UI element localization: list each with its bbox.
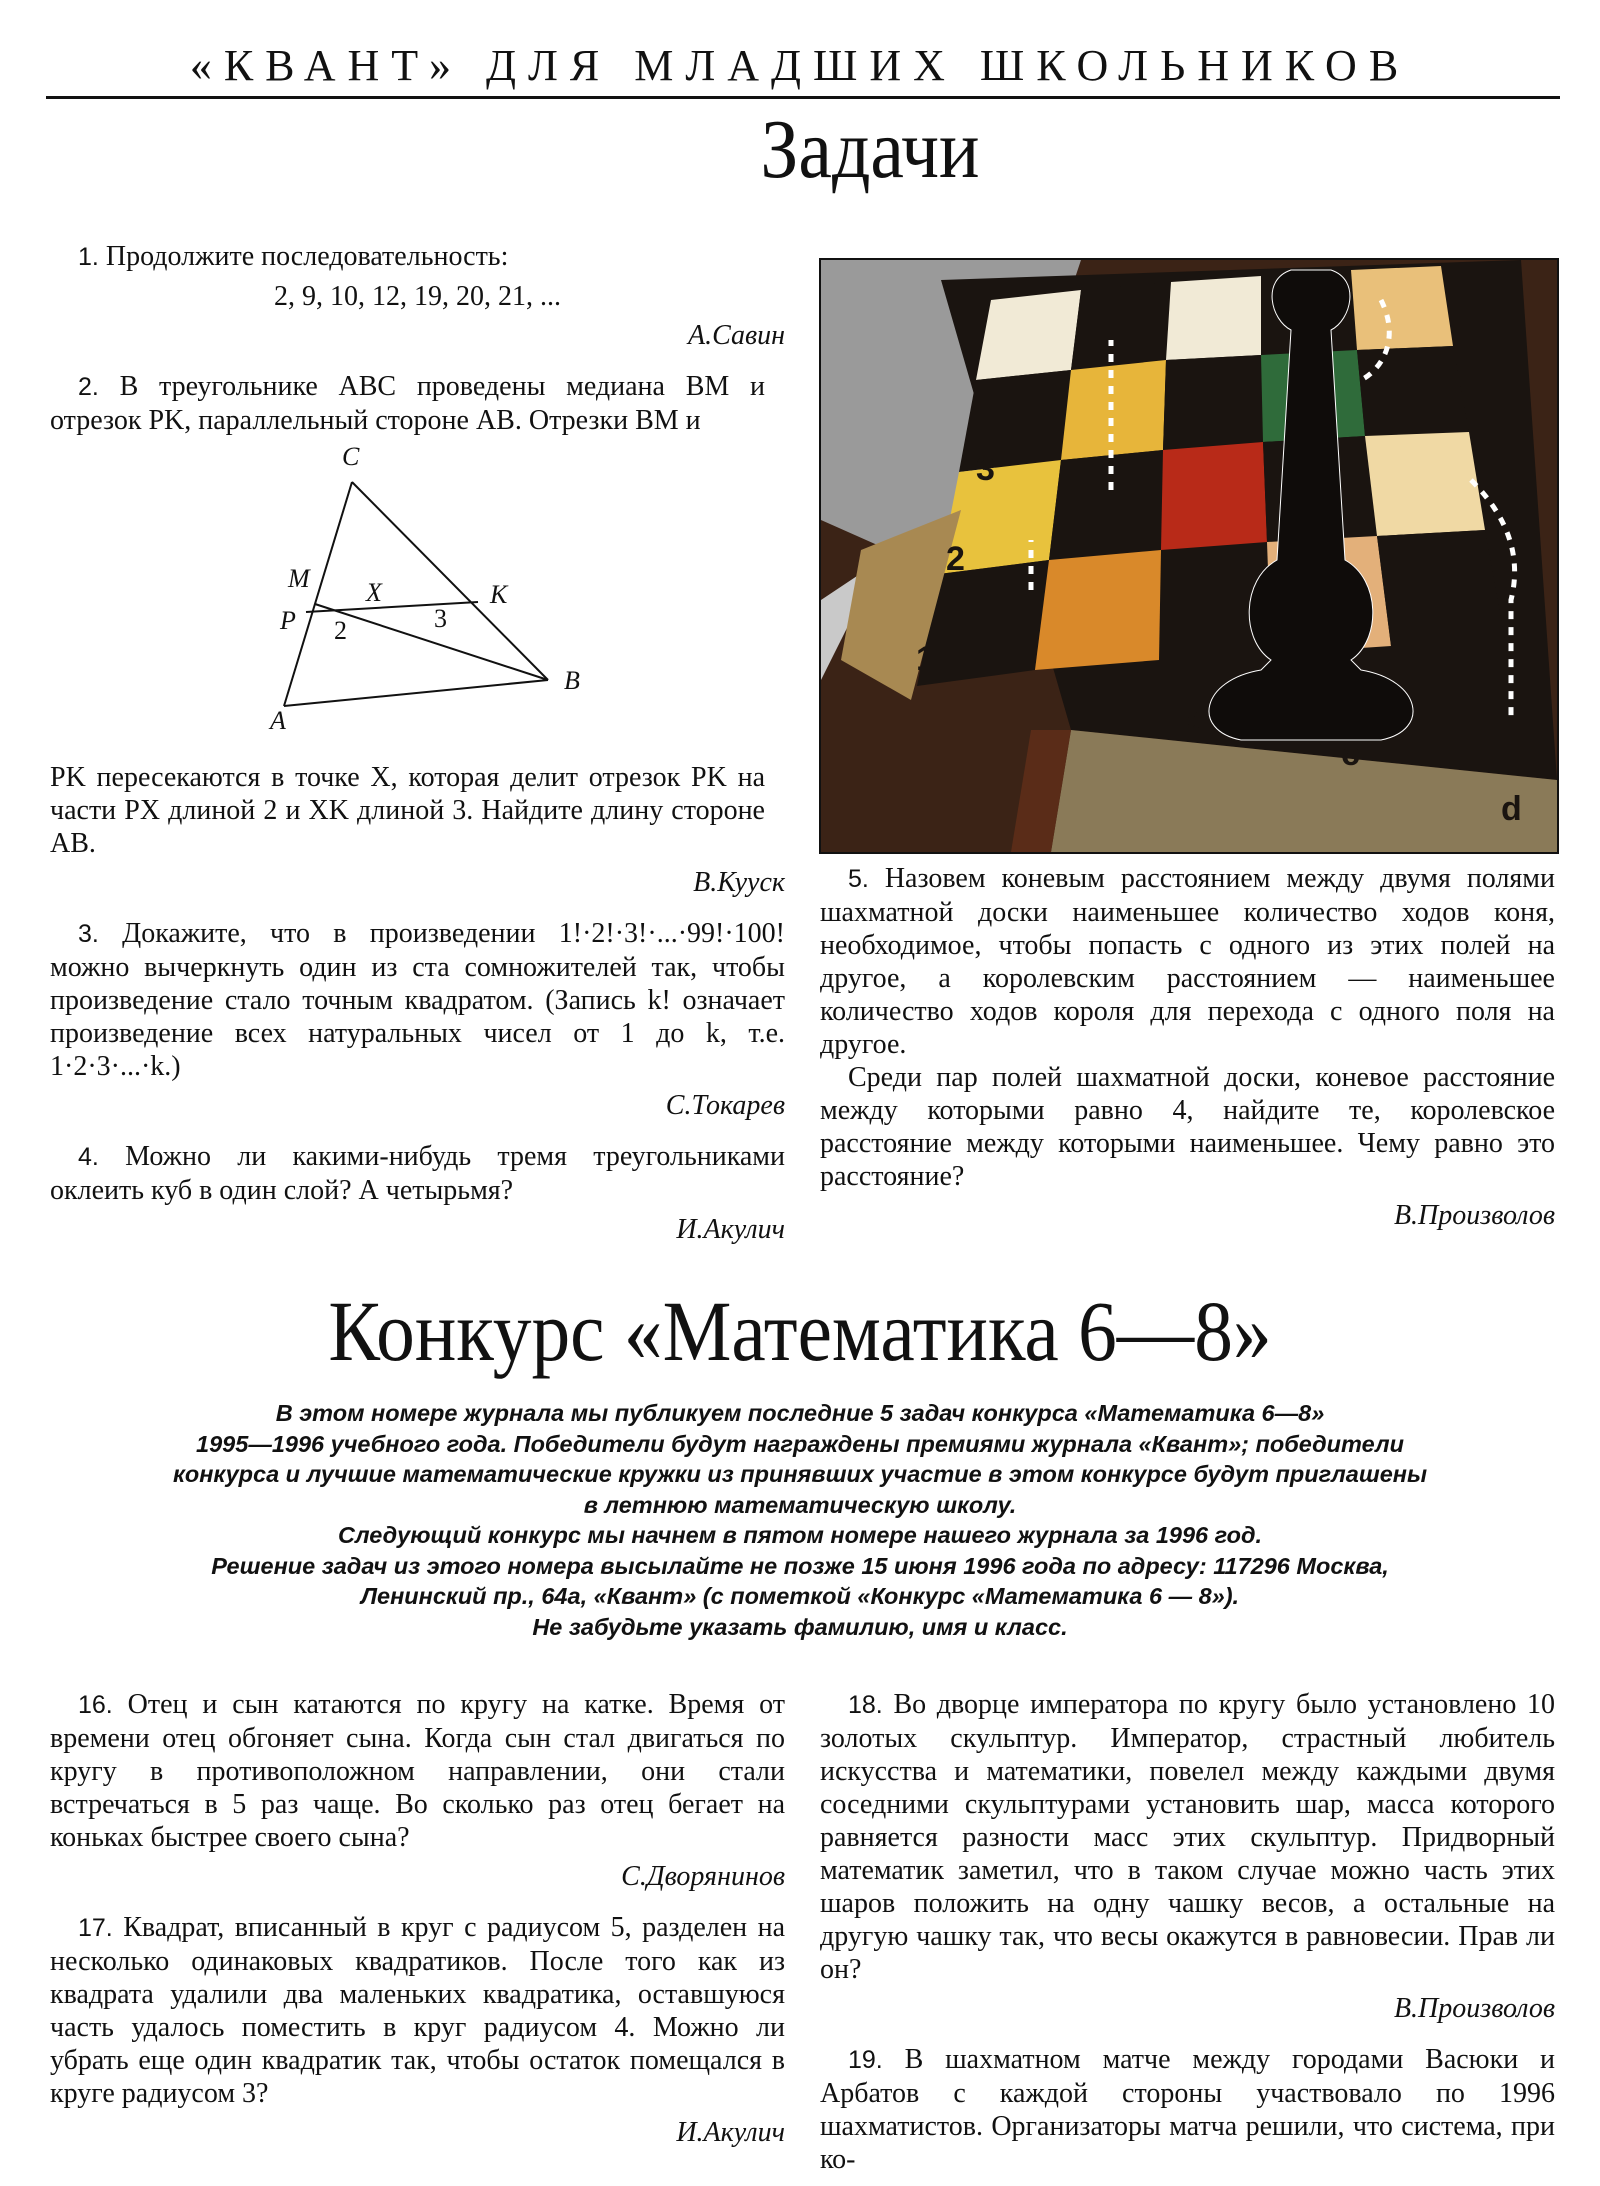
label-a: A xyxy=(270,706,286,735)
file-label-b: b xyxy=(1181,700,1202,738)
problem-3: 3. Докажите, что в произведении 1!·2!·3!·...·99!·100! можно вычеркнуть один из ста сомножителей так, чтобы произведение стало точным квадратом. (Запись k! означает произведение всех натуральных чисел от 1 до k, т.е. 1·2·3·...·k.) xyxy=(50,918,785,1082)
problem-1-sequence: 2, 9, 10, 12, 19, 20, 21, ... xyxy=(274,281,561,312)
contest-problem-16-author: С.Дворянинов xyxy=(621,1861,785,1892)
rank-label-3: 3 xyxy=(976,450,995,488)
problem-5: 5. Назовем коневым расстоянием между двумя полями шахматной доски наименьшее количество ходов коня, необходимое, чтобы попасть с одного из этих полей на другое, а королевским расстоянием — наименьшее количество ходов короля для перехода с одного поля на другое. xyxy=(820,863,1555,1060)
problem-4: 4. Можно ли какими-нибудь тремя треугольниками оклеить куб в один слой? А четырьмя? xyxy=(50,1141,786,1206)
problem-5-author: В.Произволов xyxy=(1393,1200,1555,1231)
intro-line: Ленинский пр., 64а, «Квант» (с пометкой «Конкурс «Математика 6 — 8»). xyxy=(360,1583,1240,1609)
right-column xyxy=(820,862,1555,1250)
contest-problem-19: 19. В шахматном матче между городами Васюки и Арбатов с каждой стороны участвовало по 1996 шахматистов. Организаторы матча решили, что система, при ко- xyxy=(820,2044,1555,2175)
intro-line: в летнюю математическую школу. xyxy=(583,1491,1017,1518)
problem-5-question: Среди пар полей шахматной доски, коневое расстояние между которыми равно 4, найдите те, королевское расстояние между которыми наименьшее. Чему равно это расстояние? xyxy=(820,1062,1555,1192)
file-label-c: c xyxy=(1341,735,1360,773)
contest-right-column xyxy=(820,1688,1555,2176)
label-p: P xyxy=(280,606,296,635)
label-x: X xyxy=(366,578,382,607)
label-m: M xyxy=(288,564,310,593)
contest-problem-16: 16. Отец и сын катаются по кругу на катке. Время от времени отец обгоняет сына. Когда сын стал двигаться по кругу в противоположном направлении, они стали встречаться в 5 раз чаще. Во сколько раз отец бегает на коньках быстрее своего сына? xyxy=(50,1689,785,1853)
label-b: B xyxy=(564,666,580,695)
label-k: K xyxy=(490,580,508,609)
contest-problem-18-author: В.Произволов xyxy=(1393,1993,1555,2024)
contest-problem-17: 17. Квадрат, вписанный в круг с радиусом 5, разделен на несколько одинаковых квадратиков. После того как из квадрата удалили два маленьких квадратика, оставшуюся часть удалось поместить в круг радиусом 4. Можно ли убрать еще один квадратик так, чтобы остаток помещался в круге радиусом 3? xyxy=(50,1912,786,2109)
rank-label-1: 1 xyxy=(916,640,935,678)
triangle-figure xyxy=(270,440,600,740)
chess-illustration xyxy=(819,258,1559,854)
page-title: Задачи xyxy=(760,103,980,196)
contest-title: Конкурс «Математика 6—8» xyxy=(328,1283,1272,1379)
side-ab xyxy=(284,680,548,706)
contest-intro xyxy=(120,1398,1480,1642)
problem-1: 1. Продолжите последовательность: xyxy=(78,241,509,272)
label-c: C xyxy=(342,442,360,471)
intro-line: В этом номере журнала мы публикуем последние 5 задач конкурса «Математика 6—8» xyxy=(275,1400,1325,1426)
contest-problem-17-author: И.Акулич xyxy=(676,2117,785,2148)
file-label-d: d xyxy=(1501,790,1522,828)
label-3: 3 xyxy=(434,604,447,633)
contest-problem-18: 18. Во дворце императора по кругу было установлено 10 золотых скульптур. Император, страстный любитель искусства и математики, повелел между каждыми двумя соседними скульптурами установить шар, масса которого равняется разности масс этих скульптур. Придворный математик заметил, что в таком случае можно часть этих шаров положить на одну чашку весов, а остальные на другую чашку так, что весы окажутся в равновесии. Прав ли он? xyxy=(820,1689,1555,1985)
side-ac xyxy=(284,482,352,706)
problem-3-author: С.Токарев xyxy=(665,1090,785,1121)
chessboard-picture xyxy=(821,260,1557,852)
problem-2-author: В.Кууск xyxy=(693,867,785,898)
problem-1-author: А.Савин xyxy=(687,320,785,351)
rank-label-2: 2 xyxy=(946,540,965,578)
left-column xyxy=(50,240,785,1264)
median-bm xyxy=(315,604,548,680)
problem-4-author: И.Акулич xyxy=(676,1214,785,1245)
contest-left-column xyxy=(50,1688,785,2167)
section-header: «КВАНТ» ДЛЯ МЛАДШИХ ШКОЛЬНИКОВ xyxy=(189,41,1411,90)
problem-2-continued: PK пересекаются в точке X, которая делит отрезок PK на части PX длиной 2 и XK длиной 3. Найдите длину стороне AB. xyxy=(50,762,765,859)
problem-2: 2. В треугольнике ABC проведены медиана BM и отрезок PK, параллельный стороне AB. Отрезки BM и xyxy=(50,371,765,436)
triangle-diagram xyxy=(270,440,600,740)
segment-pk xyxy=(306,602,478,612)
header-rule xyxy=(46,96,1560,99)
intro-line: 1995—1996 учебного года. Победители будут награждены премиями журнала «Квант»; победители xyxy=(196,1430,1404,1457)
intro-line: Не забудьте указать фамилию, имя и класс. xyxy=(532,1613,1068,1640)
intro-line: конкурса и лучшие математические кружки из принявших участие в этом конкурсе будут приглашены xyxy=(172,1461,1428,1487)
intro-line: Решение задач из этого номера высылайте не позже 15 июня 1996 года по адресу: 117296 Москва, xyxy=(211,1552,1389,1579)
intro-line: Следующий конкурс мы начнем в пятом номере нашего журнала за 1996 год. xyxy=(337,1522,1263,1548)
label-2: 2 xyxy=(334,616,347,645)
